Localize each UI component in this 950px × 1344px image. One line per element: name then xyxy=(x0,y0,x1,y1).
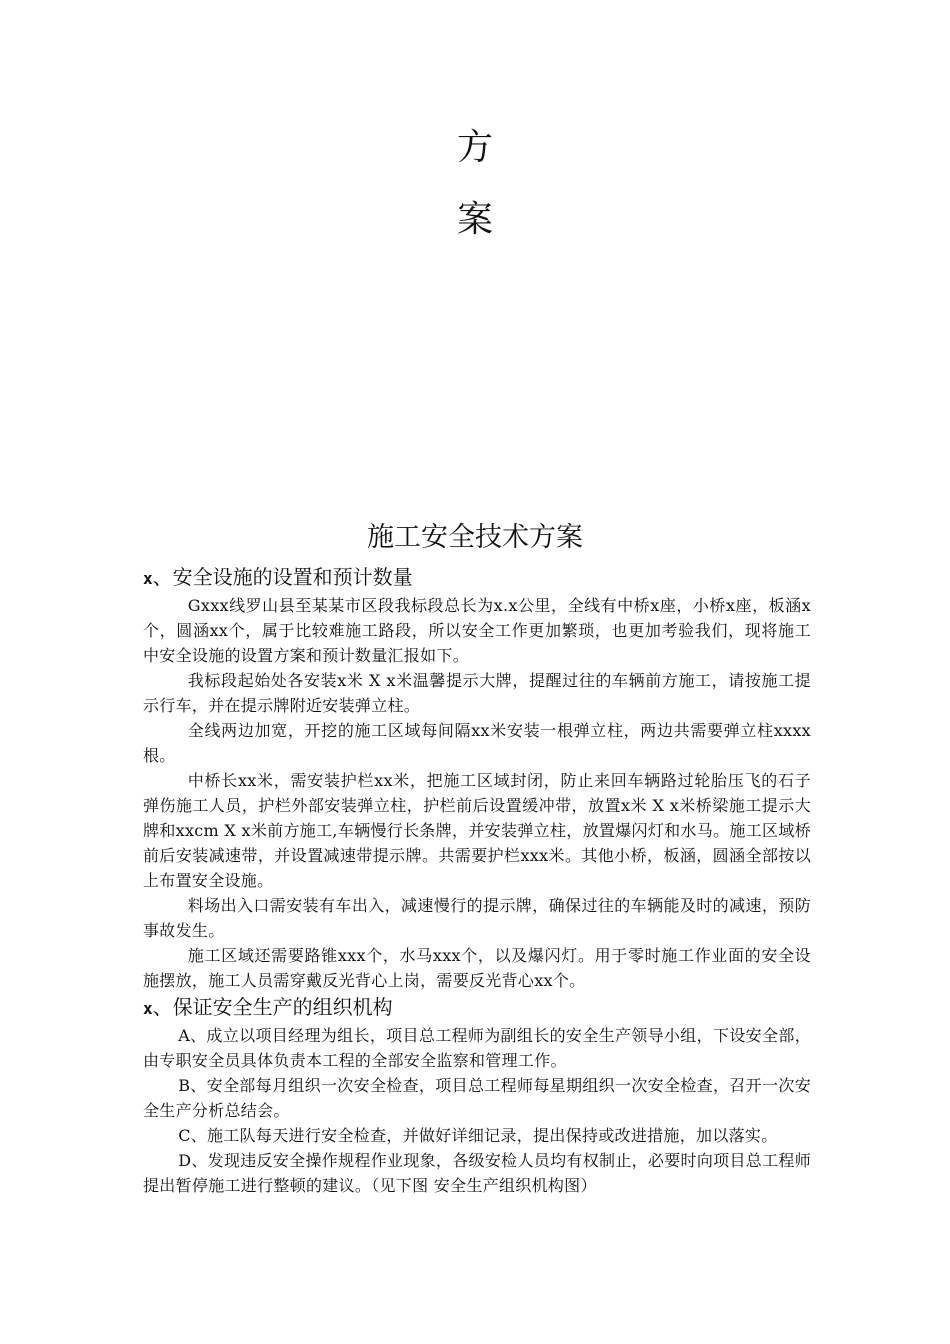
cover-title-char-1: 方 xyxy=(456,127,493,168)
document-title: 施工安全技术方案 xyxy=(367,522,583,553)
section-title: 、保证安全生产的组织机构 xyxy=(152,995,393,1019)
paragraph: 施工区域还需要路锥xxx个，水马xxx个，以及爆闪灯。用于零时施工作业面的安全设施摆放，施工人员需穿戴反光背心上岗，需要反光背心xx个。 xyxy=(143,946,811,990)
section-number: x xyxy=(143,569,153,588)
list-item-c: C、施工队每天进行安全检查，并做好详细记录，提出保持或改进措施，加以落实。 xyxy=(178,1126,778,1145)
paragraph: 中桥长xx米，需安装护栏xx米，把施工区域封闭，防止来回车辆路过轮胎压飞的石子弹伤施工人员，护栏外部安装弹立柱，护栏前后设置缓冲带，放置x米 X x米桥梁施工提示大牌和xxcm X x米前方施工,车辆慢行长条牌，并安装弹立柱，放置爆闪灯和水马。施工区域桥前后安装减速带，并设置减速带提示牌。共需要护栏xxx米。其他小桥，板涵，圆涵全部按以上布置安全设施。 xyxy=(143,771,811,890)
section-number: x xyxy=(143,999,153,1018)
section-heading-2 xyxy=(143,993,811,1023)
section-title: 、安全设施的设置和预计数量 xyxy=(152,565,413,589)
list-item-d: D、发现违反安全操作规程作业现象，各级安检人员均有权制止，必要时向项目总工程师提出暂停施工进行整顿的建议。（见下图 安全生产组织机构图） xyxy=(143,1151,811,1195)
section-heading-1 xyxy=(143,563,811,593)
paragraph: 料场出入口需安装有车出入，减速慢行的提示牌，确保过往的车辆能及时的减速，预防事故发生。 xyxy=(143,896,811,940)
list-item-a: A、成立以项目经理为组长，项目总工程师为副组长的安全生产领导小组，下设安全部，由专职安全员具体负责本工程的全部安全监察和管理工作。 xyxy=(143,1026,811,1070)
paragraph: Gxxx线罗山县至某某市区段我标段总长为x.x公里，全线有中桥x座，小桥x座，板涵x个，圆涵xx个，属于比较难施工路段，所以安全工作更加繁琐，也更加考验我们，现将施工中安全设施的设置方案和预计数量汇报如下。 xyxy=(143,596,811,665)
cover-title-char-2: 案 xyxy=(456,199,493,240)
paragraph: 全线两边加宽，开挖的施工区域每间隔xx米安装一根弹立柱，两边共需要弹立柱xxxx根。 xyxy=(143,721,811,765)
paragraph: 我标段起始处各安装x米 X x米温馨提示大牌，提醒过往的车辆前方施工，请按施工提示行车，并在提示牌附近安装弹立柱。 xyxy=(143,671,811,715)
document-body xyxy=(143,563,811,1198)
list-item-b: B、安全部每月组织一次安全检查，项目总工程师每星期组织一次安全检查，召开一次安全生产分析总结会。 xyxy=(143,1076,811,1120)
